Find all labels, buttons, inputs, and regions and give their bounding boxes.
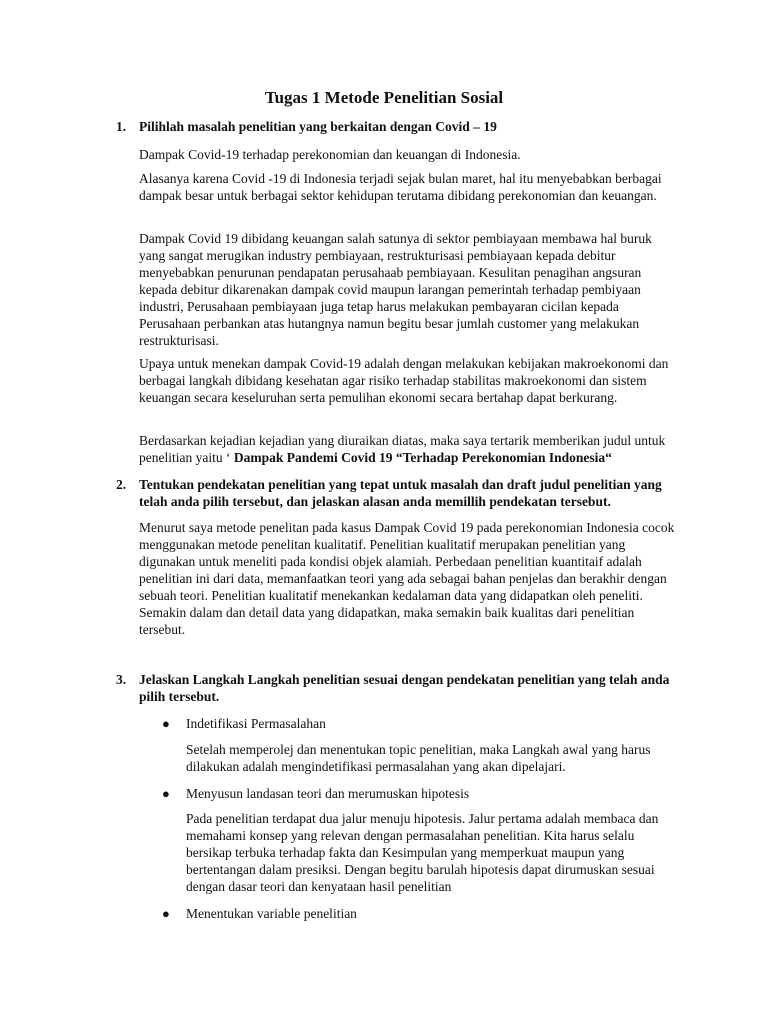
bullet-icon: ● <box>162 716 170 731</box>
research-title: Dampak Pandemi Covid 19 “Terhadap Perekonomian Indonesia“ <box>230 450 612 465</box>
section-1-closing-text: Berdasarkan kejadian kejadian yang diuraikan diatas, maka saya tertarik memberikan judul untuk penelitian yaitu ‘ <box>139 433 666 465</box>
section-1-paragraph-3: Dampak Covid 19 dibidang keuangan salah satunya di sektor pembiayaan membawa hal buruk yang sangat merugikan industry pembiayaan, restrukturisasi pembiayaan kepada debitur menyebabkan penurunan pendapatan perusahaab pembiayaan. Kesulitan penagihan angsuran kepada debitur dikarenakan dampak covid maupun larangan pemerintah terhadap pembiyaan industri, Perusahaan pembiayaan juga tetap harus melakukan pembayaran cicilan kepada Perusahaan perbankan atas hutangnya namun begitu besar jumlah customer yang melakukan restrukturisasi. <box>139 231 652 348</box>
document-title: Tugas 1 Metode Penelitian Sosial <box>264 88 504 107</box>
section-1-number: 1. <box>116 119 127 134</box>
bullet-icon: ● <box>162 786 170 801</box>
section-2-paragraph-1: Menurut saya metode penelitan pada kasus Dampak Covid 19 pada perekonomian Indonesia cocok menggunakan metode penelitan kualitatif. Penelitian kualitatif merupakan penelitian yang digunakan untuk meneliti pada kondisi objek alamiah. Perbedaan penelitian kuantitaif adalah penelitian ini dari data, memanfaatkan teori yang ada sebagai bahan penjelas dan berakhir dengan sebuah teori. Penelitian kualitatif menekankan kedalaman data yang didapatkan oleh peneliti. Semakin dalam dan detail data yang didapatkan, maka semakin baik kualitas dari penelitian tersebut. <box>139 520 675 637</box>
bullet-2-text: Pada penelitian terdapat dua jalur menuju hipotesis. Jalur pertama adalah membaca dan memahami konsep yang relevan dengan permasalahan penelitian. Kita harus selalu bersikap terbuka terhadap fakta dan Kesimpulan yang memperkuat maupun yang bertentangan dalam presiksi. Dengan begitu barulah hipotesis dapat dirumuskan sesuai dengan dasar teori dan kenyataan hasil penelitian <box>186 811 659 894</box>
bullet-1-text: Setelah memperolej dan menentukan topic penelitian, maka Langkah awal yang harus dilakukan adalah mengindetifikasi permasalahan yang akan dipelajari. <box>186 742 651 774</box>
section-1-closing-paragraph <box>139 432 679 466</box>
section-1-paragraph-4: Upaya untuk menekan dampak Covid-19 adalah dengan melakukan kebijakan makroekonomi dan berbagai langkah dibidang kesehatan agar risiko terhadap stabilitas makroekonomi dan sistem keuangan secara keseluruhan serta pemulihan ekonomi secara bertahap dapat berkurang. <box>139 356 669 405</box>
section-2-number: 2. <box>116 477 127 492</box>
section-3-number: 3. <box>116 672 127 687</box>
bullet-1-label: Indetifikasi Permasalahan <box>186 716 326 731</box>
bullet-3-label: Menentukan variable penelitian <box>186 906 357 921</box>
section-3-heading: Jelaskan Langkah Langkah penelitian sesuai dengan pendekatan penelitian yang telah anda pilih tersebut. <box>139 672 670 704</box>
bullet-2-label: Menyusun landasan teori dan merumuskan hipotesis <box>186 786 470 801</box>
section-1-paragraph-2: Alasanya karena Covid -19 di Indonesia terjadi sejak bulan maret, hal itu menyebabkan berbagai dampak besar untuk berbagai sektor kehidupan terutama dibidang perekonomian dan keuangan. <box>139 171 662 203</box>
section-1-paragraph-1: Dampak Covid-19 terhadap perekonomian dan keuangan di Indonesia. <box>139 147 521 162</box>
section-1-heading: Pilihlah masalah penelitian yang berkaitan dengan Covid – 19 <box>139 119 497 134</box>
bullet-icon: ● <box>162 906 170 921</box>
section-2-heading: Tentukan pendekatan penelitian yang tepat untuk masalah dan draft judul penelitian yang telah anda pilih tersebut, dan jelaskan alasan anda memillih pendekatan tersebut. <box>139 477 662 509</box>
